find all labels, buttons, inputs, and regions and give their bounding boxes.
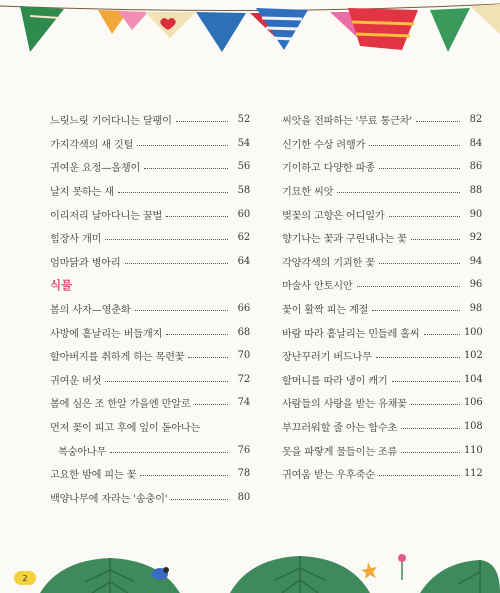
toc-entry[interactable]: 백양나무에 자라는 '송충이' 80: [50, 491, 250, 505]
toc-entry-wrapped-line1[interactable]: 먼저 꽃이 피고 후에 잎이 돋아나는: [50, 423, 201, 435]
toc-entry[interactable]: 각양각색의 기괴한 꽃 94: [282, 255, 482, 269]
flower-icon: [361, 562, 377, 579]
toc-right-column: [282, 108, 482, 486]
toc-entry[interactable]: 엄마닭과 병아리 64: [50, 255, 250, 269]
toc-entry[interactable]: 벚꽃의 고향은 어디일가 90: [282, 208, 482, 222]
toc-entry[interactable]: 느릿느릿 기어다니는 달팽이 52: [50, 114, 250, 128]
toc-entry[interactable]: 부끄러워할 줄 아는 함수초 108: [282, 421, 483, 435]
flag-tan: [470, 4, 500, 34]
toc-entry[interactable]: 귀여움 받는 우후죽순 112: [282, 468, 483, 482]
toc-entry[interactable]: 봄에 심은 조 한알 가을엔 만알로 74: [50, 397, 250, 411]
toc-entry[interactable]: 이리저리 날아다니는 꿀벌 60: [50, 208, 250, 222]
toc-entry[interactable]: 마술사 안토시안 96: [282, 279, 482, 293]
flag-pink: [118, 11, 148, 30]
toc-entry[interactable]: 기이하고 다양한 파종 86: [282, 161, 482, 175]
toc-entry[interactable]: 힘장사 개미 62: [50, 232, 250, 246]
toc-entry[interactable]: 바람 따라 흩날리는 민들레 홀씨 100: [282, 326, 483, 340]
toc-entry[interactable]: 사방에 흩날리는 버들개지 68: [50, 326, 250, 340]
toc-entry[interactable]: 못을 파랗게 물들이는 조류 110: [282, 444, 483, 458]
page-number-badge: 2: [14, 571, 36, 585]
toc-entry[interactable]: 귀여운 버섯 72: [50, 373, 250, 387]
flower-bud-icon: [398, 554, 406, 562]
leaves-illustration: [0, 540, 500, 593]
flag-green2: [430, 8, 470, 52]
flag-green: [20, 6, 64, 52]
toc-entry[interactable]: 고요한 밤에 피는 꽃 78: [50, 468, 250, 482]
flag-redbig: [348, 8, 418, 50]
toc-entry[interactable]: 향기나는 꽃과 구린내나는 꽃 92: [282, 232, 482, 246]
bunting-decoration: [0, 0, 500, 60]
toc-entry[interactable]: 할아버지를 취하게 하는 목련꽃 70: [50, 350, 250, 364]
flag-blue: [196, 12, 246, 52]
toc-entry[interactable]: 할머니를 따라 냉이 캐기 104: [282, 373, 483, 387]
toc-entry[interactable]: 신기한 수상 려행가 84: [282, 137, 482, 151]
toc-entry[interactable]: 기묘한 씨앗 88: [282, 185, 482, 199]
toc-left-column: [50, 108, 250, 509]
toc-entry-wrapped-line2[interactable]: 복숭아나무 76: [58, 444, 250, 458]
toc-entry[interactable]: 사람들의 사랑을 받는 유채꽃 106: [282, 397, 483, 411]
toc-entry[interactable]: 귀여운 요정—올챙이 56: [50, 161, 250, 175]
toc-entry[interactable]: 날지 못하는 새 58: [50, 185, 250, 199]
section-heading-plants: 식물: [50, 277, 73, 292]
leaf-right: [420, 560, 500, 593]
toc-entry[interactable]: 꽃이 활짝 피는 계절 98: [282, 303, 482, 317]
toc-entry[interactable]: 씨앗을 전파하는 '무료 통근차' 82: [282, 114, 482, 128]
toc-entry[interactable]: 장난꾸러기 버드나무 102: [282, 350, 483, 364]
toc-entry[interactable]: 가지각색의 새 깃털 54: [50, 137, 250, 151]
toc-entry[interactable]: 봄의 사자—영춘화 66: [50, 303, 250, 317]
